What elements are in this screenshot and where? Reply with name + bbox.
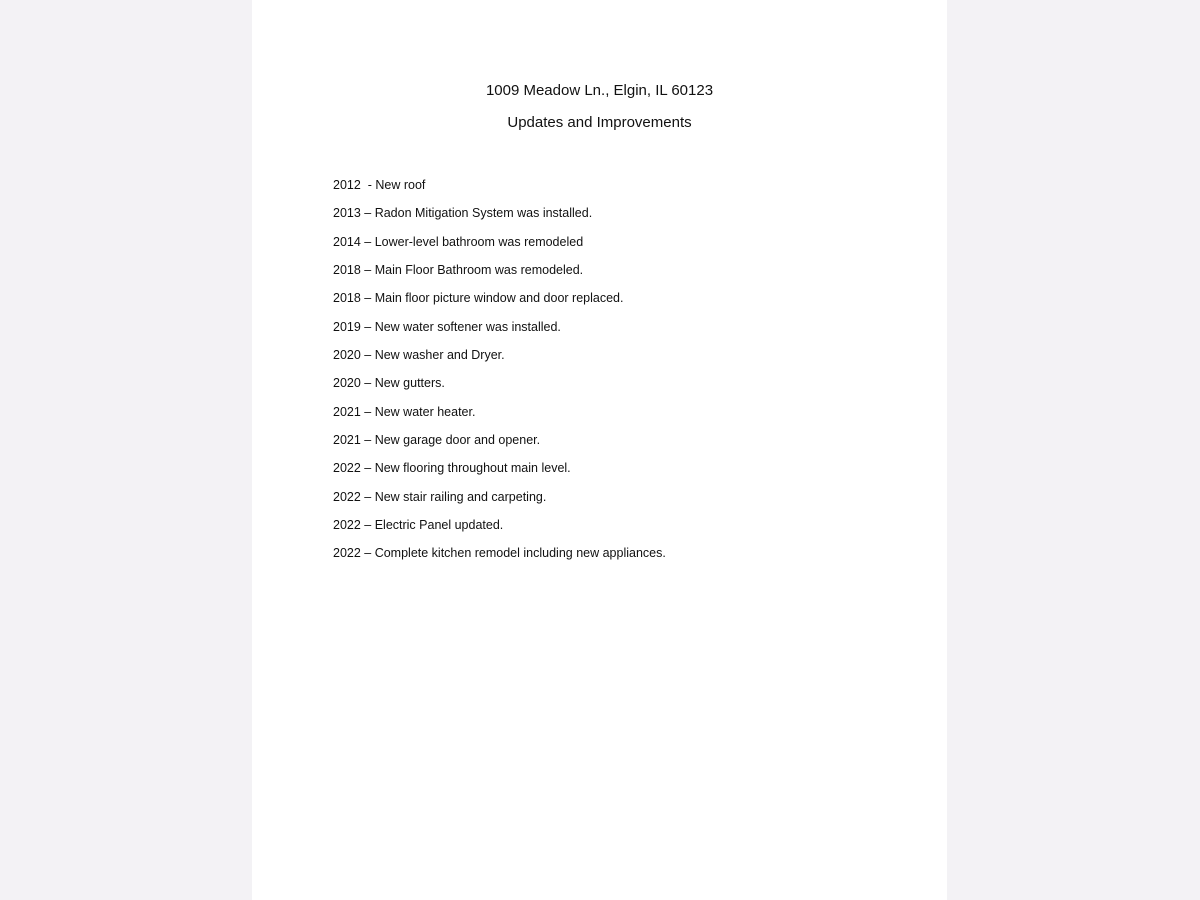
- document-subtitle: Updates and Improvements: [507, 114, 692, 131]
- list-item: 2013 – Radon Mitigation System was installed.: [333, 206, 593, 221]
- list-item: 2014 – Lower-level bathroom was remodeled: [333, 234, 584, 249]
- list-item: 2019 – New water softener was installed.: [333, 319, 561, 334]
- list-item: 2021 – New water heater.: [333, 404, 476, 419]
- list-item: 2020 – New washer and Dryer.: [333, 348, 505, 363]
- improvements-list: [333, 176, 666, 573]
- list-item: 2012 - New roof: [333, 178, 426, 192]
- list-item: 2021 – New garage door and opener.: [333, 433, 541, 448]
- list-item: 2022 – Complete kitchen remodel including new appliances.: [333, 546, 666, 561]
- list-item: 2022 – New flooring throughout main level.: [333, 461, 571, 476]
- list-item: 2018 – Main Floor Bathroom was remodeled.: [333, 263, 584, 278]
- document-page: [252, 0, 947, 900]
- list-item: 2018 – Main floor picture window and door replaced.: [333, 291, 624, 306]
- list-item: 2020 – New gutters.: [333, 376, 445, 391]
- list-item: 2022 – Electric Panel updated.: [333, 518, 504, 533]
- document-title: 1009 Meadow Ln., Elgin, IL 60123: [485, 82, 714, 99]
- list-item: 2022 – New stair railing and carpeting.: [333, 489, 547, 504]
